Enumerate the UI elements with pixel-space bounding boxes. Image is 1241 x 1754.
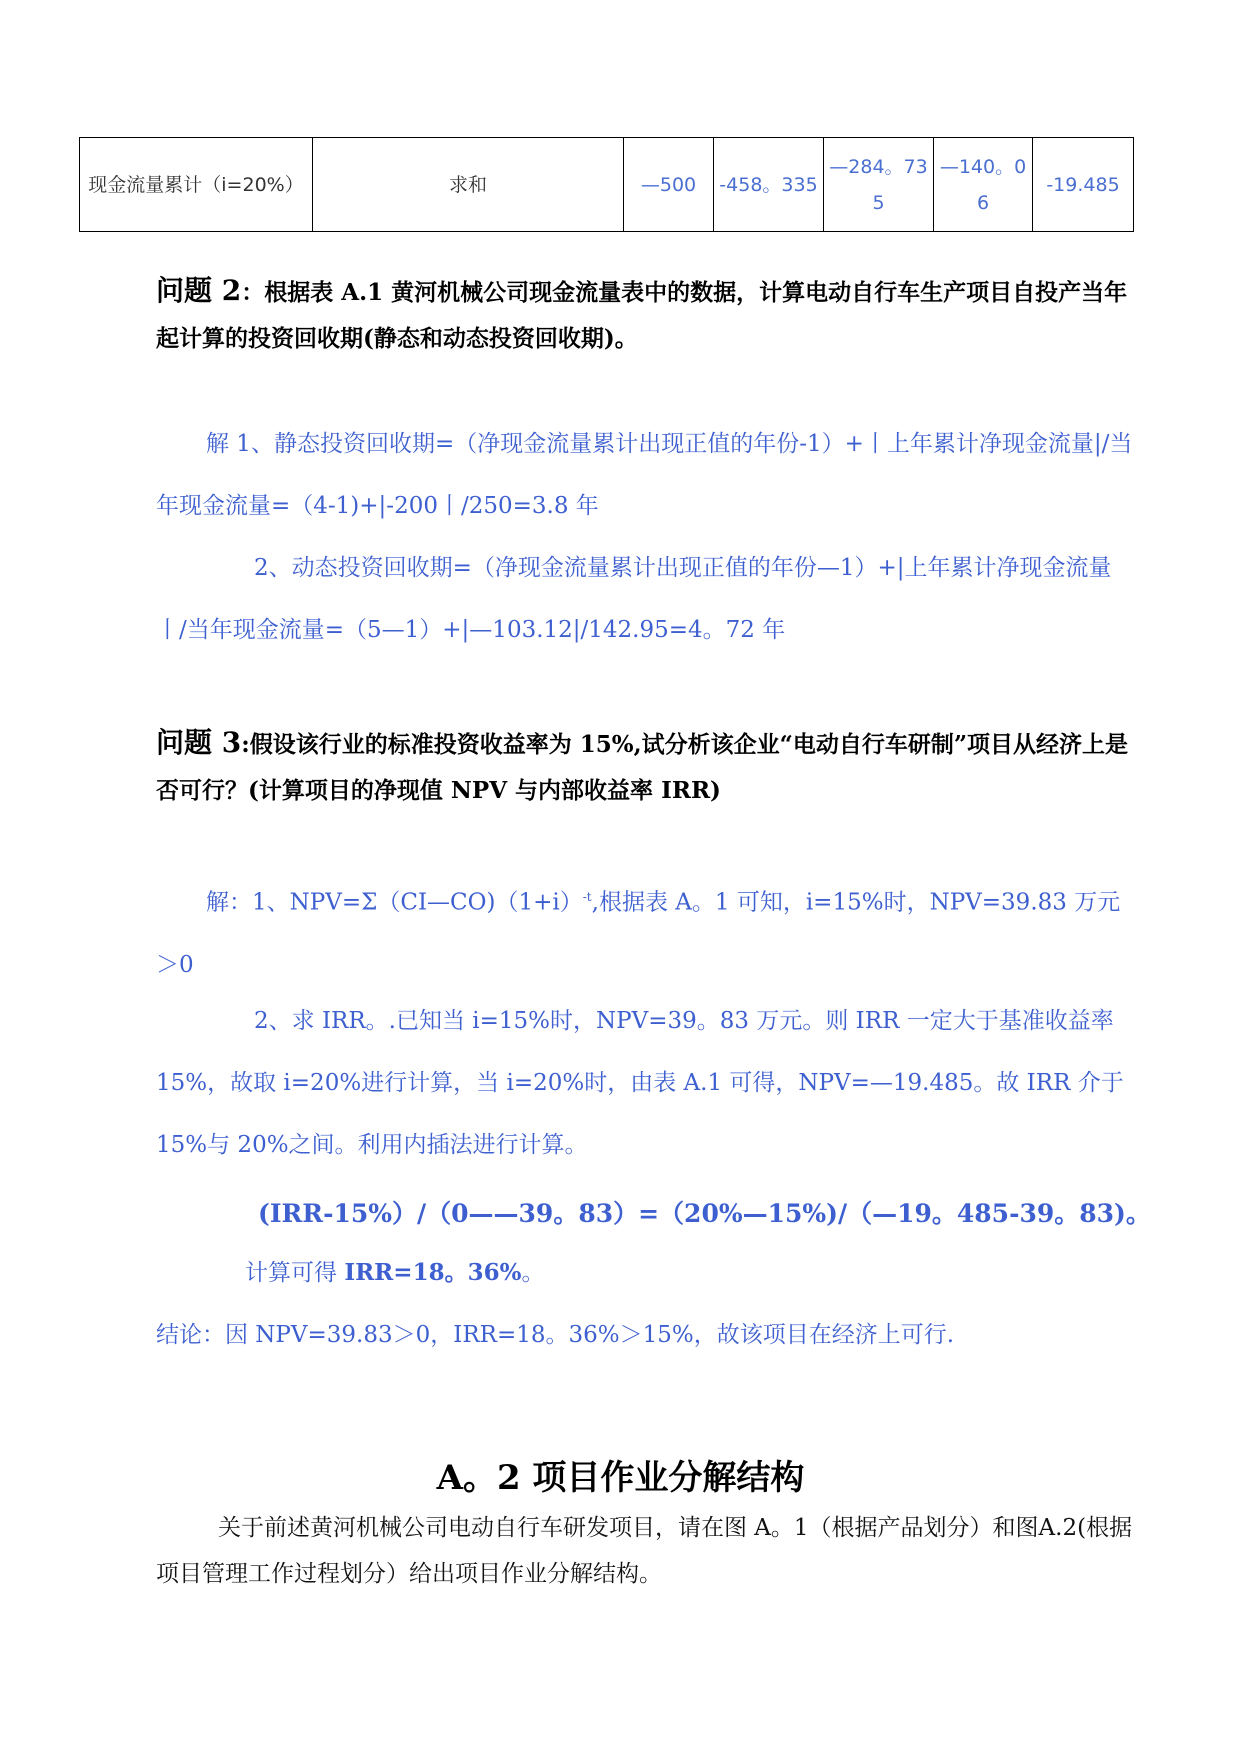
row-label: 现金流量累计（i=20%）: [80, 138, 313, 232]
answer-3-npv: [156, 866, 1136, 996]
irr-result-end: 。: [521, 1260, 545, 1286]
npv-formula: 解：1、NPV=Σ（CI—CO)（1+i）: [206, 889, 583, 916]
table-cell: -458。335: [714, 138, 824, 232]
cash-flow-table: [79, 137, 1134, 232]
table-cell: —500: [624, 138, 714, 232]
answer-2-dynamic: 2、动态投资回收期=（净现金流量累计出现正值的年份—1）+|上年累计净现金流量丨/当年现金流量=（5—1）+|—103.12|/142.95=4。72 年: [156, 555, 1112, 643]
npv-result: ,根据表 A。1 可知，i=15%时，NPV=39.83 万元＞0: [156, 889, 1121, 978]
question-2-lead: 问题 2: [156, 274, 242, 307]
table-cell: —140。06: [934, 138, 1033, 232]
answer-3-irr: 2、求 IRR。.已知当 i=15%时，NPV=39。83 万元。则 IRR 一定大于基准收益率 15%，故取 i=20%进行计算，当 i=20%时，由表 A.1 可得，NPV=—19.485。故 IRR 介于 15%与 20%之间。利用内插法进行计算。: [156, 1008, 1124, 1158]
irr-result-value: IRR=18。36%: [344, 1259, 522, 1286]
row-method: 求和: [313, 138, 624, 232]
question-3-lead: 问题 3: [156, 726, 242, 759]
table-row: [80, 138, 1134, 232]
section-heading: A。2 项目作业分解结构: [436, 1458, 805, 1498]
section-paragraph: 关于前述黄河机械公司电动自行车研发项目，请在图 A。1（根据产品划分）和图A.2(根据项目管理工作过程划分）给出项目作业分解结构。: [156, 1515, 1133, 1587]
table-cell: —284。735: [824, 138, 934, 232]
table-cell: -19.485: [1033, 138, 1134, 232]
npv-exponent: -t: [582, 890, 592, 904]
question-2: [156, 268, 1136, 362]
irr-result-label: 计算可得: [245, 1260, 345, 1286]
question-3: [156, 720, 1136, 814]
conclusion: 结论：因 NPV=39.83＞0，IRR=18。36%＞15%，故该项目在经济上可行.: [156, 1322, 955, 1348]
question-2-text: ：根据表 A.1 黄河机械公司现金流量表中的数据，计算电动自行车生产项目自投产当年起计算的投资回收期(静态和动态投资回收期)。: [156, 279, 1128, 352]
question-3-text: :假设该行业的标准投资收益率为 15%,试分析该企业“电动自行车研制”项目从经济上是否可行？(计算项目的净现值 NPV 与内部收益率 IRR): [156, 731, 1129, 804]
answer-2-static: 解 1、静态投资回收期=（净现金流量累计出现正值的年份-1）+丨上年累计净现金流量|/当年现金流量=（4-1)+|-200丨/250=3.8 年: [156, 431, 1133, 519]
irr-result: [245, 1254, 544, 1287]
interpolation-formula: (IRR-15%）/（0——39。83）=（20%—15%)/（—19。485-39。83)。: [258, 1199, 1151, 1228]
